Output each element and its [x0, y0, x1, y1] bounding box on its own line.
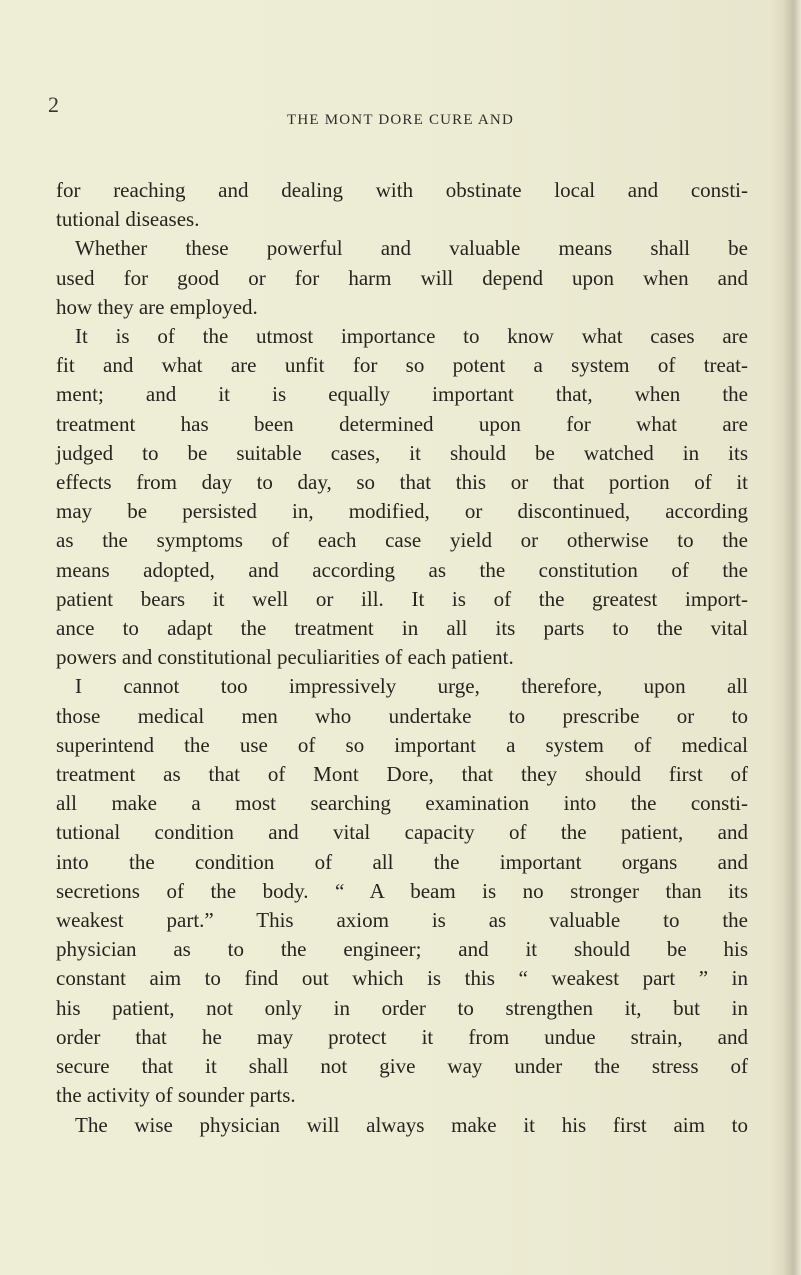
- text-line: used for good or for harm will depend upon when and: [56, 265, 748, 290]
- text-line: Whether these powerful and valuable means shall be: [75, 236, 748, 261]
- text-line: superintend the use of so important a system of medical: [56, 732, 748, 757]
- text-line: tutional condition and vital capacity of the patient, and: [56, 820, 748, 845]
- page-edge-shadow: [783, 0, 801, 1275]
- text-line: those medical men who undertake to prescribe or to: [56, 703, 748, 728]
- text-line: effects from day to day, so that this or that portion of it: [56, 470, 748, 495]
- text-line: for reaching and dealing with obstinate local and consti-: [56, 178, 748, 202]
- text-line: weakest part.” This axiom is as valuable to the: [56, 908, 748, 933]
- text-line: treatment as that of Mont Dore, that they should first of: [56, 762, 748, 787]
- running-head: THE MONT DORE CURE AND: [287, 112, 514, 128]
- page-number: 2: [48, 92, 59, 117]
- text-line: all make a most searching examination into the consti-: [56, 791, 748, 816]
- text-line: ment; and it is equally important that, when the: [56, 382, 748, 407]
- text-line: tutional diseases.: [56, 207, 200, 232]
- text-line: ance to adapt the treatment in all its parts to the vital: [56, 616, 748, 641]
- text-line: as the symptoms of each case yield or otherwise to the: [56, 528, 748, 553]
- text-line: fit and what are unfit for so potent a system of treat-: [56, 353, 748, 378]
- text-line: It is of the utmost importance to know what cases are: [75, 324, 748, 349]
- text-line: judged to be suitable cases, it should be watched in its: [56, 440, 748, 465]
- text-line: how they are employed.: [56, 294, 258, 319]
- text-line: treatment has been determined upon for what are: [56, 411, 748, 436]
- text-line: his patient, not only in order to strengthen it, but in: [56, 995, 748, 1020]
- text-line: into the condition of all the important organs and: [56, 849, 748, 874]
- text-line: The wise physician will always make it his first aim to: [75, 1112, 748, 1137]
- text-line: may be persisted in, modified, or discontinued, according: [56, 499, 748, 524]
- text-line: constant aim to find out which is this “ weakest part ” in: [56, 966, 748, 991]
- body-text: [56, 176, 748, 1140]
- text-line: the activity of sounder parts.: [56, 1083, 296, 1108]
- text-line: order that he may protect it from undue strain, and: [56, 1024, 748, 1049]
- text-line: patient bears it well or ill. It is of the greatest import-: [56, 586, 748, 611]
- text-line: I cannot too impressively urge, therefore, upon all: [75, 674, 748, 699]
- text-line: powers and constitutional peculiarities of each patient.: [56, 645, 514, 670]
- text-line: secretions of the body. “ A beam is no stronger than its: [56, 878, 748, 903]
- text-line: secure that it shall not give way under the stress of: [56, 1054, 748, 1079]
- text-line: physician as to the engineer; and it should be his: [56, 937, 748, 962]
- text-line: means adopted, and according as the constitution of the: [56, 557, 748, 582]
